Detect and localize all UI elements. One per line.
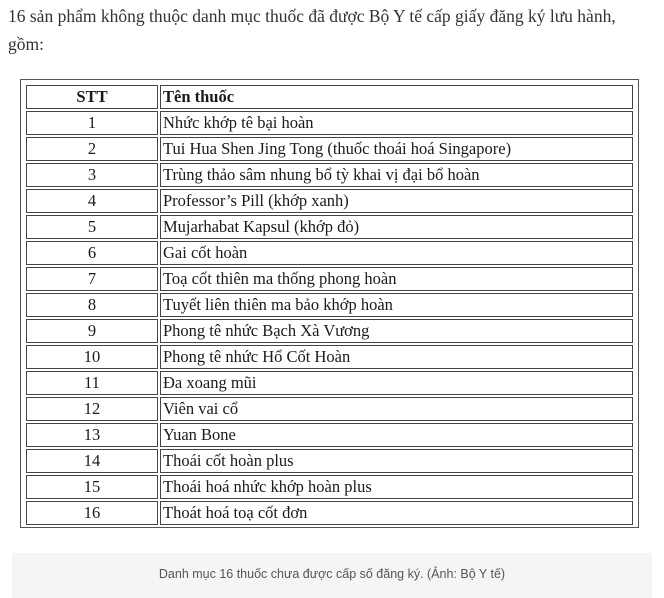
table-row	[26, 397, 633, 421]
row-number: 9	[26, 319, 158, 343]
table-row	[26, 163, 633, 187]
row-number: 8	[26, 293, 158, 317]
row-number: 3	[26, 163, 158, 187]
drug-table-frame	[20, 79, 639, 528]
row-number: 1	[26, 111, 158, 135]
drug-name: Viên vai cổ	[160, 397, 633, 421]
table-row	[26, 475, 633, 499]
row-number: 13	[26, 423, 158, 447]
row-number: 2	[26, 137, 158, 161]
table-row	[26, 215, 633, 239]
row-number: 6	[26, 241, 158, 265]
drug-name: Professor’s Pill (khớp xanh)	[160, 189, 633, 213]
drug-name: Trùng thảo sâm nhung bổ tỳ khai vị đại bổ hoàn	[160, 163, 633, 187]
drug-table	[24, 83, 635, 527]
drug-name: Phong tê nhức Hổ Cốt Hoàn	[160, 345, 633, 369]
image-caption-box	[12, 553, 652, 598]
row-number: 7	[26, 267, 158, 291]
drug-name: Tui Hua Shen Jing Tong (thuốc thoái hoá Singapore)	[160, 137, 633, 161]
drug-name: Thoái hoá nhức khớp hoàn plus	[160, 475, 633, 499]
intro-paragraph: 16 sản phẩm không thuộc danh mục thuốc đã được Bộ Y tế cấp giấy đăng ký lưu hành, gồm:	[8, 6, 616, 54]
header-drug-name: Tên thuốc	[160, 85, 633, 109]
table-header-row	[26, 85, 633, 109]
row-number: 16	[26, 501, 158, 525]
table-row	[26, 371, 633, 395]
drug-name: Thoái cốt hoàn plus	[160, 449, 633, 473]
table-row	[26, 423, 633, 447]
row-number: 14	[26, 449, 158, 473]
table-row	[26, 189, 633, 213]
row-number: 5	[26, 215, 158, 239]
table-row	[26, 293, 633, 317]
drug-name: Gai cốt hoàn	[160, 241, 633, 265]
table-row	[26, 345, 633, 369]
drug-name: Tuyết liên thiên ma bảo khớp hoàn	[160, 293, 633, 317]
table-row	[26, 111, 633, 135]
row-number: 10	[26, 345, 158, 369]
table-row	[26, 267, 633, 291]
row-number: 4	[26, 189, 158, 213]
drug-name: Đa xoang mũi	[160, 371, 633, 395]
drug-name: Nhức khớp tê bại hoàn	[160, 111, 633, 135]
table-row	[26, 137, 633, 161]
drug-name: Toạ cốt thiên ma thống phong hoàn	[160, 267, 633, 291]
table-row	[26, 501, 633, 525]
drug-name: Phong tê nhức Bạch Xà Vương	[160, 319, 633, 343]
header-stt: STT	[26, 85, 158, 109]
drug-name: Yuan Bone	[160, 423, 633, 447]
table-row	[26, 449, 633, 473]
drug-name: Thoát hoá toạ cốt đơn	[160, 501, 633, 525]
table-row	[26, 319, 633, 343]
row-number: 12	[26, 397, 158, 421]
row-number: 11	[26, 371, 158, 395]
table-row	[26, 241, 633, 265]
drug-name: Mujarhabat Kapsul (khớp đỏ)	[160, 215, 633, 239]
row-number: 15	[26, 475, 158, 499]
image-caption: Danh mục 16 thuốc chưa được cấp số đăng ký. (Ảnh: Bộ Y tế)	[158, 567, 506, 581]
